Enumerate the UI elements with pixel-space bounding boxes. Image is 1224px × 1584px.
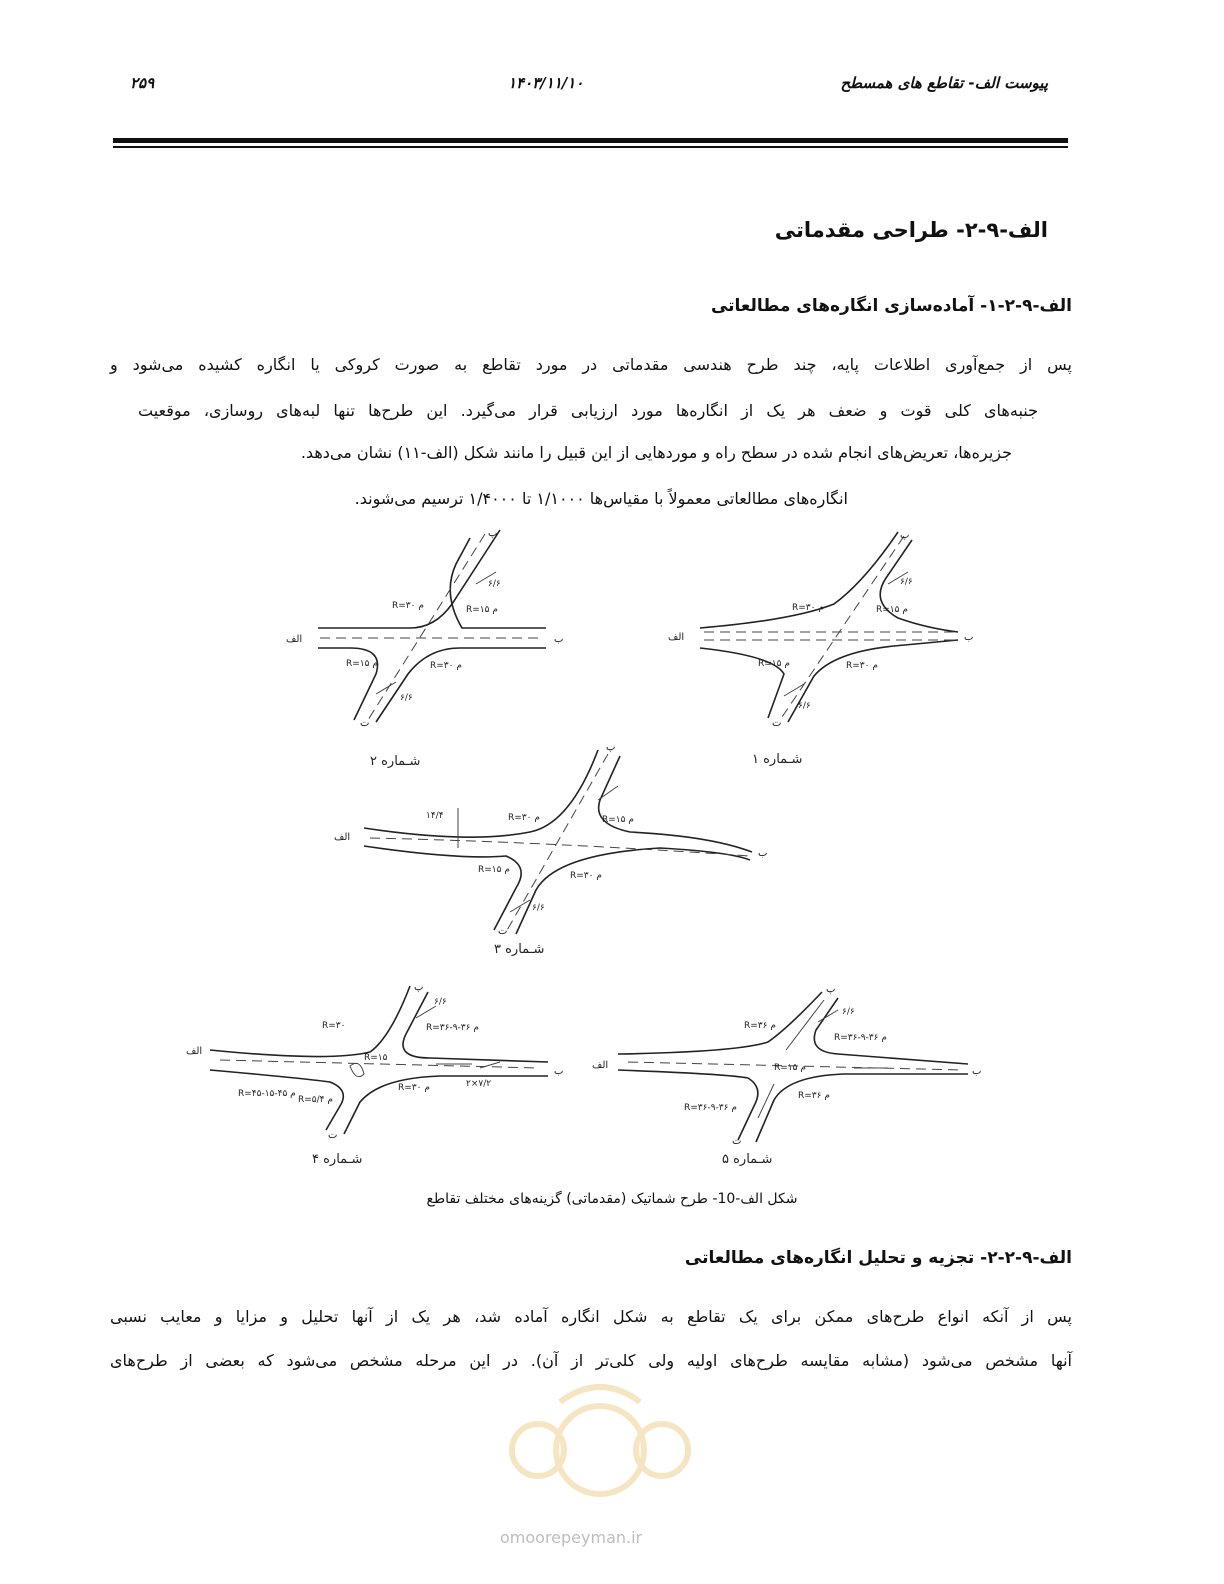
diagram-caption-3: شـماره ۳ bbox=[494, 942, 545, 957]
leg-label-t: ت bbox=[360, 718, 370, 729]
intersection-sketch-1 bbox=[664, 524, 984, 729]
width-dim-label: ۶/۶ bbox=[434, 997, 447, 1007]
width-dim-label: ۶/۶ bbox=[842, 1007, 855, 1017]
page-number: ۲۵۹ bbox=[130, 74, 155, 92]
radius-label: R=۱۵ bbox=[364, 1053, 388, 1063]
diagram-caption-4: شـماره ۴ bbox=[312, 1152, 363, 1167]
leg-label-t: ت bbox=[772, 718, 782, 729]
taper-dim-label: ۲×۷/۲ bbox=[466, 1079, 492, 1089]
radius-label: R=۱۵ م bbox=[758, 659, 790, 669]
radius-label: R=۳۶-۹-۳۶ م bbox=[684, 1103, 737, 1113]
leg-label-b: ب bbox=[554, 1066, 564, 1077]
diagram-caption-1: شـماره ۱ bbox=[752, 752, 803, 767]
radius-label: R=۳۶ م bbox=[744, 1021, 776, 1031]
width-dim-label: ۶/۶ bbox=[488, 579, 501, 589]
leg-label-t: ت bbox=[498, 926, 508, 937]
leg-label-t: ت bbox=[328, 1130, 338, 1141]
leg-label-a: الف bbox=[668, 632, 685, 643]
intersection-sketch-5 bbox=[588, 978, 988, 1148]
leg-label-p: پ bbox=[606, 742, 616, 753]
leg-label-a: الف bbox=[334, 832, 351, 843]
intersection-sketch-3 bbox=[330, 740, 790, 936]
radius-label: R=۱۵ م bbox=[346, 659, 378, 669]
radius-label: R=۳۶ م bbox=[798, 1091, 830, 1101]
intersection-sketch-2 bbox=[280, 524, 570, 729]
width-dim-label: ۶/۶ bbox=[798, 701, 811, 711]
radius-label: R=۳۰ م bbox=[398, 1083, 430, 1093]
leg-label-t: ت bbox=[732, 1136, 742, 1147]
body-line: جنبه‌های کلی قوت و ضعف هر یک از انگاره‌ها مورد ارزیابی قرار می‌گیرد. این طرح‌ها تنها لبه‌های روسازی، موقعیت bbox=[138, 401, 1038, 420]
section-heading: الف-۹-۲- طراحی مقدماتی bbox=[774, 218, 1048, 242]
radius-label: R=۳۰ م bbox=[570, 871, 602, 881]
body-line: آنها مشخص می‌شود (مشابه مقایسه طرح‌های اولیه ولی کلی‌تر از آن). در این مرحله مشخص می‌شود که بعضی از طرح‌های bbox=[110, 1351, 1072, 1370]
leg-label-b: ب bbox=[554, 634, 564, 645]
running-header-title: پیوست الف- تقاطع های همسطح bbox=[840, 74, 1048, 92]
intersection-sketch-4 bbox=[180, 978, 580, 1141]
radius-label: R=۱۵ م bbox=[876, 605, 908, 615]
leg-label-p: پ bbox=[900, 530, 910, 541]
radius-label: R=۳۰ م bbox=[792, 603, 824, 613]
leg-label-b: ب bbox=[758, 848, 768, 859]
header-rule-thin bbox=[113, 146, 1068, 148]
radius-label: R=۳۰ م bbox=[392, 601, 424, 611]
leg-label-b: ب bbox=[972, 1066, 982, 1077]
radius-label: R=۳۶-۹-۳۶ م bbox=[426, 1023, 479, 1033]
width-dim-label: ۱۴/۴ bbox=[426, 811, 444, 821]
leg-label-p: پ bbox=[414, 982, 424, 993]
leg-label-b: ب bbox=[964, 632, 974, 643]
header-rule-thick bbox=[113, 138, 1068, 143]
radius-label: R=۴۵-۱۵-۴۵ م bbox=[238, 1089, 296, 1099]
radius-label: R=۵/۴ م bbox=[298, 1095, 333, 1105]
radius-label: R=۳۰ م bbox=[846, 661, 878, 671]
radius-label: R=۳۰ م bbox=[430, 661, 462, 671]
radius-label: R=۱۵ م bbox=[478, 865, 510, 875]
radius-label: R=۳۰ bbox=[322, 1021, 346, 1031]
leg-label-p: پ bbox=[488, 528, 498, 539]
leg-label-p: پ bbox=[826, 984, 836, 995]
subsection-heading-1: الف-۹-۲-۱- آماده‌سازی انگاره‌های مطالعاتی bbox=[710, 296, 1072, 316]
figure-caption: شکل الف-10- طرح شماتیک (مقدماتی) گزینه‌های مختلف تقاطع bbox=[426, 1191, 798, 1207]
radius-label: R=۳۰ م bbox=[508, 813, 540, 823]
watermark-url: omoorepeyman.ir bbox=[500, 1528, 643, 1547]
width-dim-label: ۶/۶ bbox=[400, 693, 413, 703]
radius-label: R=۱۵ م bbox=[602, 815, 634, 825]
width-dim-label: ۶/۶ bbox=[532, 903, 545, 913]
leg-label-a: الف bbox=[592, 1060, 609, 1071]
body-line: جزیره‌ها، تعریض‌های انجام شده در سطح راه و موردهایی از این قبیل را مانند شکل (الف-۱۱) نشان می‌دهد. bbox=[300, 443, 1012, 462]
diagram-caption-2: شـماره ۲ bbox=[370, 754, 421, 769]
body-line: پس از آنکه انواع طرح‌های ممکن برای یک تقاطع به شکل انگاره آماده شد، هر یک از آنها تحلیل و مزایا و معایب نسبی bbox=[110, 1307, 1072, 1326]
body-line: پس از جمع‌آوری اطلاعات پایه، چند طرح هندسی مقدماتی در مورد تقاطع به صورت کروکی یا انگاره کشیده می‌شود و bbox=[110, 355, 1072, 374]
diagram-caption-5: شـماره ۵ bbox=[722, 1152, 773, 1167]
radius-label: R=۱۵ م bbox=[774, 1063, 806, 1073]
leg-label-a: الف bbox=[286, 634, 303, 645]
leg-label-a: الف bbox=[186, 1046, 203, 1057]
watermark-seal bbox=[512, 1387, 688, 1494]
watermark-logo bbox=[500, 1372, 700, 1502]
running-header-date: ۱۴۰۳/۱۱/۱۰ bbox=[508, 74, 584, 92]
radius-label: R=۱۵ م bbox=[466, 605, 498, 615]
width-dim-label: ۶/۶ bbox=[900, 577, 913, 587]
body-line: انگاره‌های مطالعاتی معمولاً با مقیاس‌ها ۱/۱۰۰۰ تا ۱/۴۰۰۰ ترسیم می‌شوند. bbox=[354, 489, 848, 508]
subsection-heading-2: الف-۹-۲-۲- تجزیه و تحلیل انگاره‌های مطالعاتی bbox=[684, 1248, 1072, 1268]
radius-label: R=۳۶-۹-۳۶ م bbox=[834, 1033, 887, 1043]
